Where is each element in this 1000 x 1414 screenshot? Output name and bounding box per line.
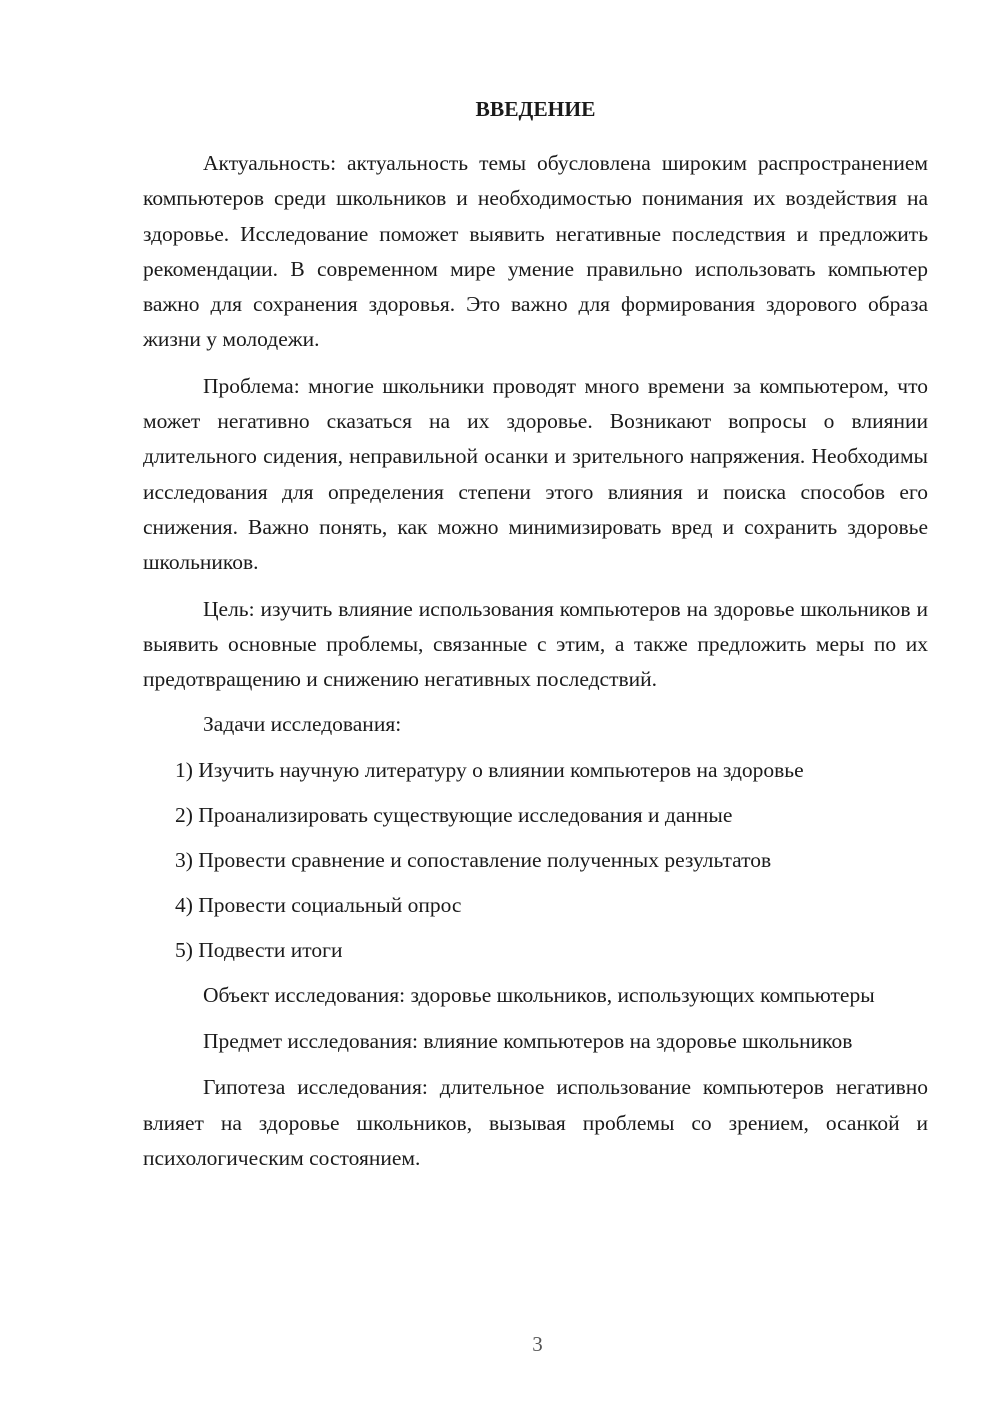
task-item: 2) Проанализировать существующие исследования и данные [175, 802, 733, 827]
page-content [143, 92, 928, 1176]
task-item: 4) Провести социальный опрос [175, 892, 462, 917]
task-item: 5) Подвести итоги [175, 937, 343, 962]
page-number: 3 [532, 1332, 543, 1356]
subject-paragraph: Предмет исследования: влияние компьютеров на здоровье школьников [203, 1029, 853, 1054]
goal-paragraph: Цель: изучить влияние использования компьютеров на здоровье школьников и выявить основные проблемы, связанные с этим, а также предложить меры по их предотвращению и снижению негативных последствий. [143, 596, 928, 692]
task-list [143, 753, 928, 968]
page-title: ВВЕДЕНИЕ [475, 97, 596, 121]
object-paragraph: Объект исследования: здоровье школьников, использующих компьютеры [203, 982, 875, 1007]
problem-paragraph: Проблема: многие школьники проводят много времени за компьютером, что может негативно сказаться на их здоровье. Возникают вопросы о влиянии длительного сидения, неправильной осанки и зрительного напряжения. Необходимы исследования для определения степени этого влияния и поиска способов его снижения. Важно понять, как можно минимизировать вред и сохранить здоровье школьников. [143, 373, 928, 575]
tasks-heading: Задачи исследования: [203, 712, 402, 737]
relevance-paragraph: Актуальность: актуальность темы обусловлена широким распространением компьютеров среди школьников и необходимостью понимания их воздействия на здоровье. Исследование поможет выявить негативные последствия и предложить рекомендации. В современном мире умение правильно использовать компьютер важно для сохранения здоровья. Это важно для формирования здорового образа жизни у молодежи. [143, 151, 928, 352]
task-item: 1) Изучить научную литературу о влиянии компьютеров на здоровье [175, 757, 804, 782]
task-item: 3) Провести сравнение и сопоставление полученных результатов [175, 847, 772, 872]
hypothesis-paragraph: Гипотеза исследования: длительное использование компьютеров негативно влияет на здоровье школьников, вызывая проблемы со зрением, осанкой и психологическим состоянием. [143, 1075, 928, 1170]
